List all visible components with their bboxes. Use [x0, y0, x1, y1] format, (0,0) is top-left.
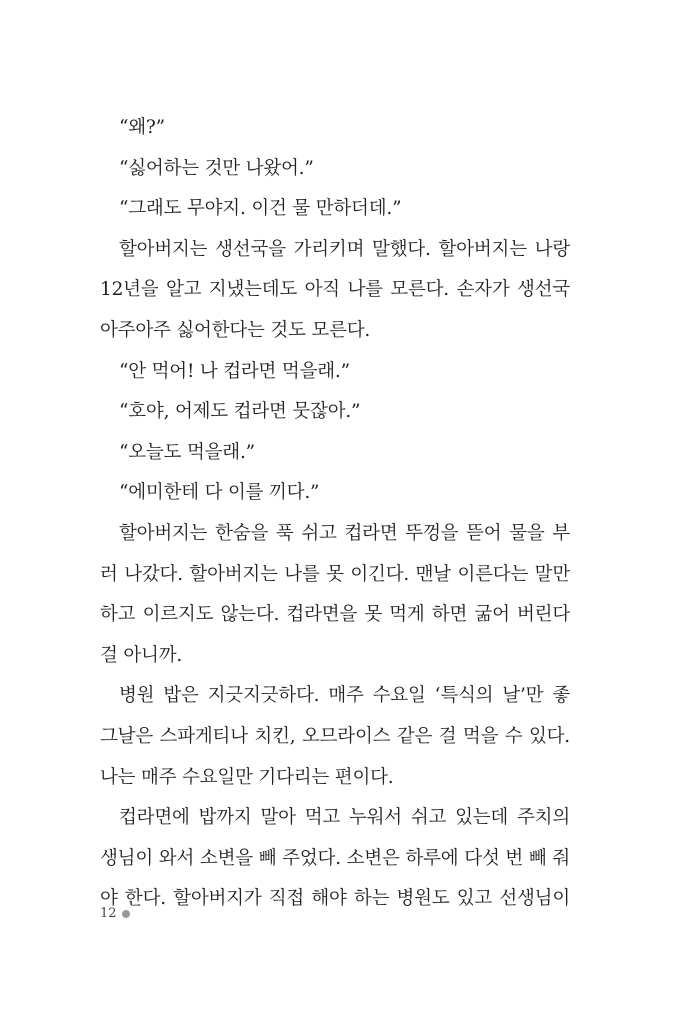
text-line: 생님이 와서 소변을 빼 주었다. 소변은 하루에 다섯 번 빼 줘 — [100, 847, 570, 869]
text-line: 그날은 스파게티나 치킨, 오므라이스 같은 걸 먹을 수 있다. — [100, 725, 570, 747]
text-line: 하고 이르지도 않는다. 컵라면을 못 먹게 하면 굶어 버린다 — [100, 604, 570, 626]
text-line: “에미한테 다 이를 끼다.” — [119, 482, 320, 504]
text-line: “그래도 무야지. 이건 물 만하더데.” — [119, 198, 402, 220]
text-line: 야 한다. 할아버지가 직접 해야 하는 병원도 있고 선생님이 — [100, 888, 570, 910]
text-line: 아주아주 싫어한다는 것도 모른다. — [100, 319, 371, 341]
page-number: 12 — [100, 906, 117, 921]
page-footer — [100, 906, 130, 921]
text-line: “오늘도 먹을래.” — [119, 441, 255, 463]
text-line: 할아버지는 생선국을 가리키며 말했다. 할아버지는 나랑 — [119, 238, 570, 260]
text-line: “싫어하는 것만 나왔어.” — [119, 157, 314, 179]
text-line: “왜?” — [119, 117, 165, 138]
page-dot-icon — [122, 910, 130, 918]
text-line: 나는 매주 수요일만 기다리는 편이다. — [100, 766, 394, 788]
text-line: 12년을 알고 지냈는데도 아직 나를 모른다. 손자가 생선국 — [100, 279, 570, 301]
text-line: 컵라면에 밥까지 말아 먹고 누워서 쉬고 있는데 주치의 — [119, 807, 570, 829]
text-line: “호야, 어제도 컵라면 뭇잖아.” — [119, 401, 361, 423]
text-line: 걸 아니까. — [100, 644, 183, 666]
body-text — [100, 108, 570, 920]
text-line: 러 나갔다. 할아버지는 나를 못 이긴다. 맨날 이른다는 말만 — [100, 563, 570, 585]
text-line: “안 먹어! 나 컵라면 먹을래.” — [119, 360, 350, 382]
text-line: 할아버지는 한숨을 푹 쉬고 컵라면 뚜껑을 뜯어 물을 부 — [119, 522, 570, 544]
text-line: 병원 밥은 지긋지긋하다. 매주 수요일 ‘특식의 날’만 좋 — [119, 685, 570, 707]
